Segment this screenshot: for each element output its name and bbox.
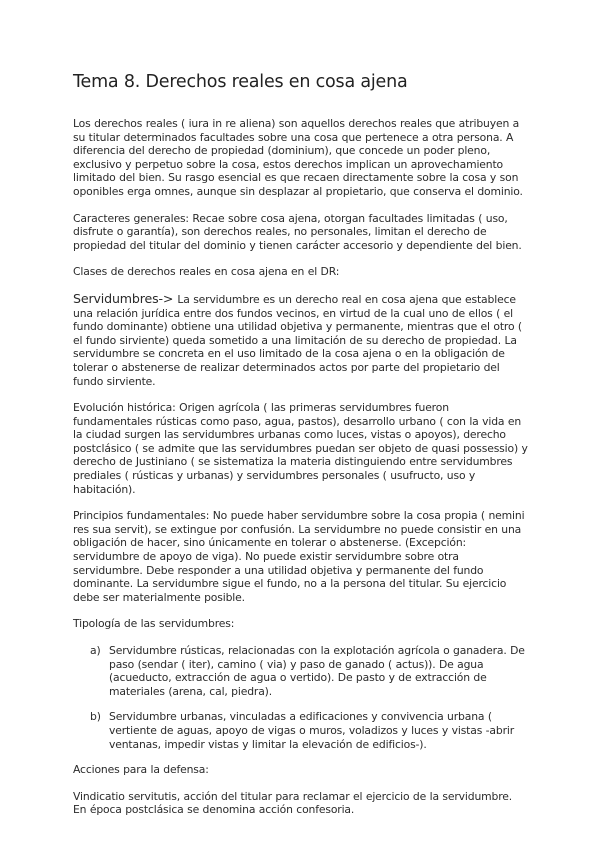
acciones-paragraph: Acciones para la defensa: <box>73 763 209 777</box>
list-item-text: Servidumbre rústicas, relacionadas con la explotación agrícola o ganadera. De paso (sendar ( iter), camino ( via) y paso de ganado ( actus)). De agua (acueducto, extracción de agua o vertido). De pasto y de extracción de materiales (arena, cal, piedra). <box>109 644 525 698</box>
caracteres-paragraph: Caracteres generales: Recae sobre cosa ajena, otorgan facultades limitadas ( uso, disfrute o garantía), son derechos reales, no personales, limitan el derecho de propiedad del titular del dominio y tienen carácter accesorio y dependiente del bien. <box>73 211 522 252</box>
intro-paragraph: Los derechos reales ( iura in re aliena) son aquellos derechos reales que atribuyen a su titular determinados facultades sobre una cosa que pertenece a otra persona. A diferencia del derecho de propiedad (dominium), que concede un poder pleno, exclusivo y perpetuo sobre la cosa, estos derechos implican un aprovechamiento limitado del bien. Su rasgo esencial es que recaen directamente sobre la cosa y son oponibles erga omnes, aunque sin desplazar al propietario, que conserva el dominio. <box>73 117 523 198</box>
evolucion-paragraph: Evolución histórica: Origen agrícola ( las primeras servidumbres fueron fundamentales rústicas como paso, agua, pastos), desarrollo urbano ( con la vida en la ciudad surgen las servidumbres urbanas como luces, vistas o apoyos), derecho postclásico ( se admite que las servidumbres puedan ser objeto de quasi possessio) y derecho de Justiniano ( se sistematiza la materia distinguiendo entre servidumbres prediales ( rústicas y urbanas) y servidumbres personales ( usufructo, uso y habitación). <box>73 401 528 496</box>
list-item <box>73 710 528 751</box>
vindicatio-paragraph: Vindicatio servitutis, acción del titular para reclamar el ejercicio de la servidumbre. En época postclásica se denomina acción confesoria. <box>73 789 513 817</box>
principios-paragraph: Principios fundamentales: No puede haber servidumbre sobre la cosa propia ( nemini res sua servit), se extingue por confusión. La servidumbre no puede consistir en una obligación de hacer, sino únicamente en tolerar o abstenerse. (Excepción: servidumbre de apoyo de viga). No puede existir servidumbre sobre otra servidumbre. Debe responder a una utilidad objetiva y permanente del fundo dominante. La servidumbre sigue el fundo, no a la persona del titular. Su ejercicio debe ser materialmente posible. <box>73 509 525 604</box>
list-item-text: Servidumbre urbanas, vinculadas a edificaciones y convivencia urbana ( vertiente de aguas, apoyo de vigas o muros, voladizos y luces y vistas -abrir ventanas, impedir vistas y limitar la elevación de edificios-). <box>109 710 515 751</box>
servidumbres-paragraph <box>73 292 528 388</box>
tipologia-list <box>73 644 528 751</box>
tipologia-paragraph: Tipología de las servidumbres: <box>73 617 235 631</box>
clases-paragraph: Clases de derechos reales en cosa ajena en el DR: <box>73 265 340 279</box>
servidumbres-text: La servidumbre es un derecho real en cosa ajena que establece una relación jurídica entre dos fundos vecinos, en virtud de la cual uno de ellos ( el fundo dominante) obtiene una utilidad objetiva y permanente, mientras que el otro ( el fundo sirviente) queda sometido a una limitación de su derecho de propiedad. La servidumbre se concreta en el uso limitado de la cosa ajena o en la obligación de tolerar o abstenerse de realizar determinados actos por parte del propietario del fundo sirviente. <box>73 292 522 388</box>
page-title: Tema 8. Derechos reales en cosa ajena <box>73 72 408 92</box>
servidumbres-heading: Servidumbres-> <box>73 290 178 306</box>
list-marker: a) <box>90 644 101 657</box>
list-marker: b) <box>90 710 101 724</box>
list-item <box>73 644 528 698</box>
